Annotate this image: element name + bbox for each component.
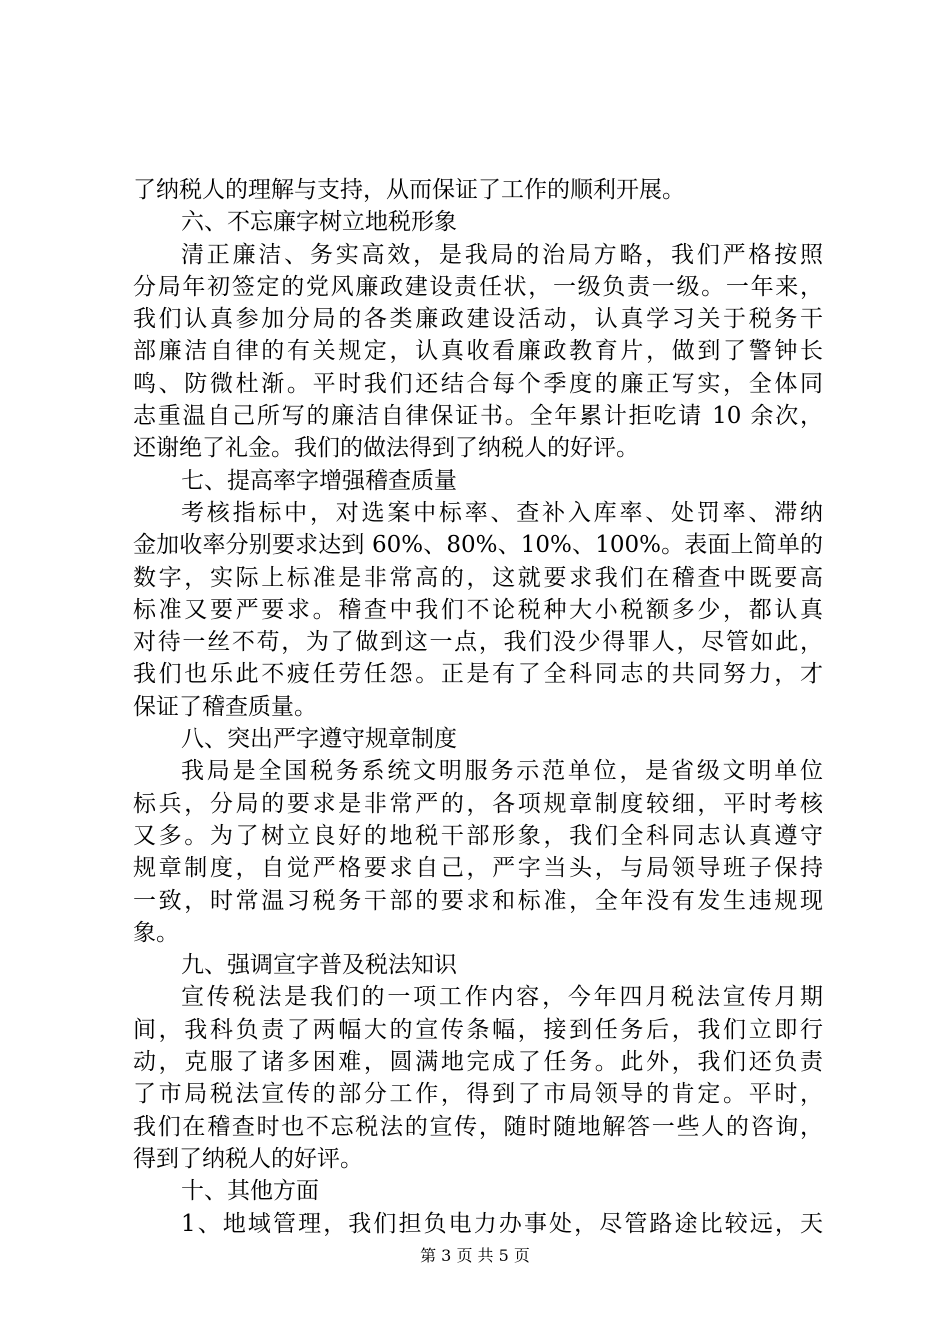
text-line: 象。 — [133, 919, 179, 946]
text-line: 考核指标中，对选案中标率、查补入库率、处罚率、滞纳 — [181, 499, 823, 526]
page-footer: 第 3 页 共 5 页 — [420, 1246, 530, 1265]
text-line: 标准又要严要求。稽查中我们不论税种大小税额多少，都认真 — [133, 596, 823, 623]
text-line: 七、提高率字增强稽查质量 — [181, 467, 457, 494]
text-line: 还谢绝了礼金。我们的做法得到了纳税人的好评。 — [133, 435, 639, 462]
text-line: 了市局税法宣传的部分工作，得到了市局领导的肯定。平时， — [133, 1081, 823, 1108]
text-line: 志重温自己所写的廉洁自律保证书。全年累计拒吃请 10 余次， — [133, 403, 823, 430]
text-line: 又多。为了树立良好的地税干部形象，我们全科同志认真遵守 — [133, 822, 823, 849]
text-line: 六、不忘廉字树立地税形象 — [181, 209, 457, 236]
text-line: 动，克服了诸多困难，圆满地完成了任务。此外，我们还负责 — [133, 1049, 823, 1076]
text-line: 清正廉洁、务实高效，是我局的治局方略，我们严格按照 — [181, 241, 823, 268]
document-body — [133, 174, 823, 1240]
text-line: 得到了纳税人的好评。 — [133, 1145, 363, 1172]
text-line: 规章制度，自觉严格要求自己，严字当头，与局领导班子保持 — [133, 855, 823, 882]
text-line: 我局是全国税务系统文明服务示范单位，是省级文明单位 — [181, 758, 823, 785]
text-line: 间，我科负责了两幅大的宣传条幅，接到任务后，我们立即行 — [133, 1016, 823, 1043]
text-line: 金加收率分别要求达到 60%、80%、10%、100%。表面上简单的 — [133, 532, 823, 559]
text-line: 保证了稽查质量。 — [133, 693, 317, 720]
text-line: 十、其他方面 — [181, 1178, 319, 1205]
text-line: 我们也乐此不疲任劳任怨。正是有了全科同志的共同努力，才 — [133, 661, 823, 688]
text-line: 宣传税法是我们的一项工作内容，今年四月税法宣传月期 — [181, 984, 823, 1011]
text-line: 1、地域管理，我们担负电力办事处，尽管路途比较远，天 — [181, 1210, 823, 1237]
text-line: 对待一丝不苟，为了做到这一点，我们没少得罪人，尽管如此， — [133, 629, 823, 656]
text-line: 八、突出严字遵守规章制度 — [181, 726, 457, 753]
text-line: 鸣、防微杜渐。平时我们还结合每个季度的廉正写实，全体同 — [133, 370, 823, 397]
text-line: 分局年初签定的党风廉政建设责任状，一级负责一级。一年来， — [133, 273, 823, 300]
text-line: 一致，时常温习税务干部的要求和标准，全年没有发生违规现 — [133, 887, 823, 914]
text-line: 了纳税人的理解与支持，从而保证了工作的顺利开展。 — [133, 177, 685, 203]
text-line: 标兵，分局的要求是非常严的，各项规章制度较细，平时考核 — [133, 790, 823, 817]
text-line: 九、强调宣字普及税法知识 — [181, 952, 457, 979]
text-line: 部廉洁自律的有关规定，认真收看廉政教育片，做到了警钟长 — [133, 338, 823, 365]
text-line: 我们认真参加分局的各类廉政建设活动，认真学习关于税务干 — [133, 306, 823, 333]
text-line: 数字，实际上标准是非常高的，这就要求我们在稽查中既要高 — [133, 564, 823, 591]
text-line: 我们在稽查时也不忘税法的宣传，随时随地解答一些人的咨询， — [133, 1113, 823, 1140]
